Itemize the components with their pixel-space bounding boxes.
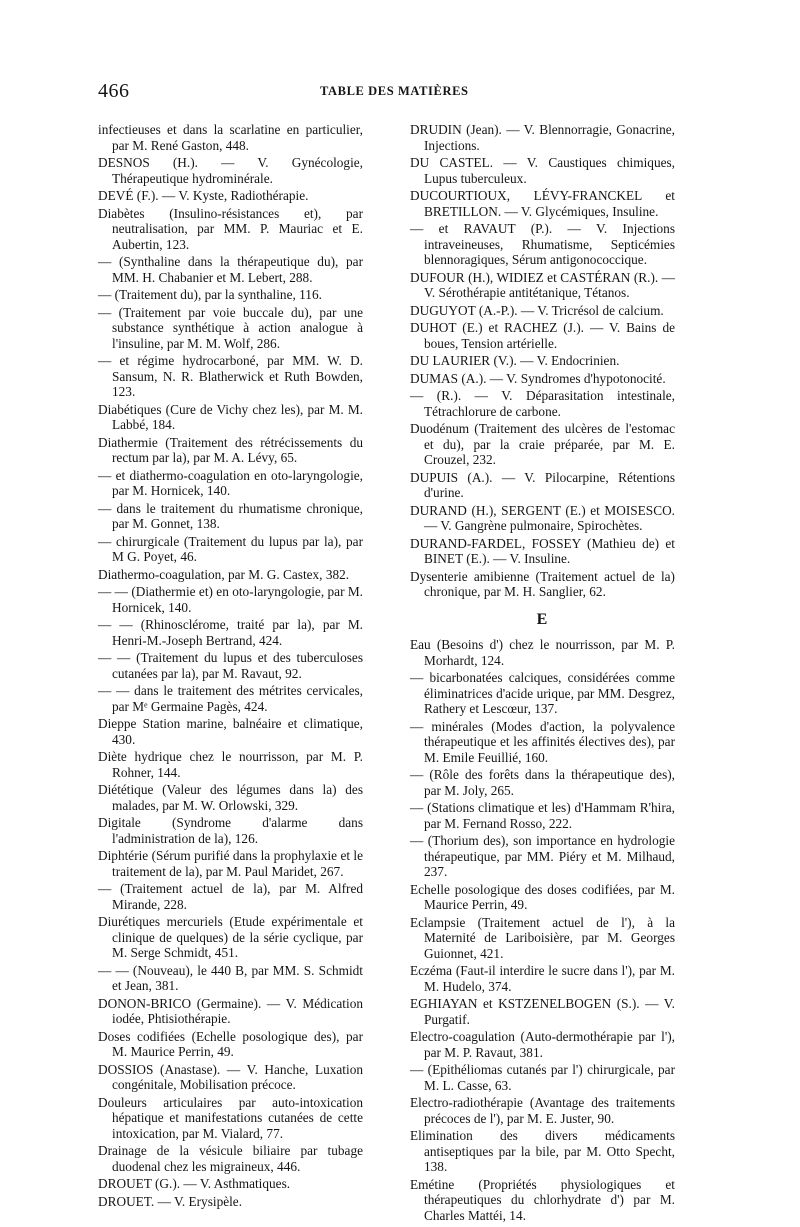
index-entry: Diabètes (Insulino-résistances et), par neutralisation, par MM. P. Mauriac et E. Aubertin, 123. [98, 205, 363, 252]
right-column-entries-e [410, 637, 675, 1223]
index-entry: — bicarbonatées calciques, considérées comme éliminatrices d'acide urique, par MM. Desgrez, Rathery et Lescœur, 137. [410, 670, 675, 716]
index-entry: — (Stations climatique et les) d'Hammam R'hira, par M. Fernand Rosso, 222. [410, 800, 675, 831]
index-entry: DRUDIN (Jean). — V. Blennorragie, Gonacrine, Injections. [410, 122, 675, 153]
index-entry: — minérales (Modes d'action, la polyvalence thérapeutique et les affinités électives des), par M. Emile Feuillié, 160. [410, 718, 675, 765]
index-entry: infectieuses et dans la scarlatine en particulier, par M. René Gaston, 448. [98, 122, 363, 153]
index-entry: DROUET (G.). — V. Asthmatiques. [98, 1176, 291, 1191]
index-entry: — (Synthaline dans la thérapeutique du), par MM. H. Chabanier et M. Lebert, 288. [98, 254, 363, 285]
index-entry: — — (Rhinosclérome, traité par la), par M. Henri-M.-Joseph Bertrand, 424. [98, 617, 363, 648]
index-entry: Eczéma (Faut-il interdire le sucre dans l'), par M. M. Hudelo, 374. [410, 963, 675, 994]
index-entry: DUFOUR (H.), WIDIEZ et CASTÉRAN (R.). — V. Sérothérapie antitétanique, Tétanos. [410, 269, 675, 300]
index-entry: Elimination des divers médicaments antiseptiques par la bile, par M. Otto Specht, 138. [410, 1128, 675, 1174]
index-entry: — dans le traitement du rhumatisme chronique, par M. Gonnet, 138. [98, 500, 363, 531]
index-entry: Diététique (Valeur des légumes dans la) des malades, par M. W. Orlowski, 329. [98, 782, 363, 813]
index-entry: DROUET. — V. Erysipèle. [98, 1193, 243, 1209]
index-entry: Eau (Besoins d') chez le nourrisson, par M. P. Morhardt, 124. [410, 637, 675, 668]
index-entry: DESNOS (H.). — V. Gynécologie, Thérapeutique hydrominérale. [98, 155, 363, 186]
index-entry: DUMAS (A.). — V. Syndromes d'hypotonocité. [410, 370, 666, 386]
index-entry: — et RAVAUT (P.). — V. Injections intraveineuses, Rhumatisme, Septicémies blennoragiques, Sérum antigonococcique. [410, 221, 675, 267]
index-entry: Diathermie (Traitement des rétrécissements du rectum par la), par M. A. Lévy, 65. [98, 434, 363, 465]
index-entry: — — (Nouveau), le 440 B, par MM. S. Schmidt et Jean, 381. [98, 962, 363, 993]
index-entry: Dieppe Station marine, balnéaire et climatique, 430. [98, 716, 363, 747]
index-entry: Diphtérie (Sérum purifié dans la prophylaxie et le traitement de la), par M. Paul Maridet, 267. [98, 848, 363, 879]
index-entry: DUHOT (E.) et RACHEZ (J.). — V. Bains de boues, Tension artérielle. [410, 320, 675, 351]
index-entry: Electro-coagulation (Auto-dermothérapie par l'), par M. P. Ravaut, 381. [410, 1029, 675, 1060]
index-entry: — et diathermo-coagulation en oto-laryngologie, par M. Hornicek, 140. [98, 467, 363, 498]
index-entry: Diurétiques mercuriels (Etude expérimentale et clinique de quelques) de la série cyclique, par M. Serge Schmidt, 451. [98, 914, 363, 960]
index-entry: DURAND (H.), SERGENT (E.) et MOISESCO. — V. Gangrène pulmonaire, Spirochètes. [410, 502, 675, 533]
index-entry: — — (Diathermie et) en oto-laryngologie, par M. Hornicek, 140. [98, 584, 363, 615]
right-column [410, 122, 675, 1225]
index-entry: Douleurs articulaires par auto-intoxication hépatique et manifestations cutanées de cette intoxication, par M. Vialard, 77. [98, 1094, 363, 1141]
index-entry: Dysenterie amibienne (Traitement actuel de la) chronique, par M. H. Sanglier, 62. [410, 568, 675, 599]
index-entry: — (R.). — V. Déparasitation intestinale, Tétrachlorure de carbone. [410, 388, 675, 419]
index-entry: DONON-BRICO (Germaine). — V. Médication iodée, Phtisiothérapie. [98, 995, 363, 1026]
index-entry: DEVÉ (F.). — V. Kyste, Radiothérapie. [98, 188, 309, 203]
index-entry: — chirurgicale (Traitement du lupus par la), par M G. Poyet, 46. [98, 533, 363, 564]
index-entry: Diabétiques (Cure de Vichy chez les), par M. M. Labbé, 184. [98, 401, 363, 432]
left-column [98, 122, 363, 1211]
index-entry: DURAND-FARDEL, FOSSEY (Mathieu de) et BINET (E.). — V. Insuline. [410, 535, 675, 566]
page-header [98, 80, 658, 102]
index-entry: — (Traitement du), par la synthaline, 116. [98, 287, 322, 302]
index-entry: Diète hydrique chez le nourrisson, par M. P. Rohner, 144. [98, 749, 363, 780]
index-entry: Diathermo-coagulation, par M. G. Castex, 382. [98, 566, 350, 582]
index-entry: — (Epithéliomas cutanés par l') chirurgicale, par M. L. Casse, 63. [410, 1062, 675, 1093]
index-entry: EGHIAYAN et KSTZENELBOGEN (S.). — V. Purgatif. [410, 996, 675, 1027]
index-entry: DUPUIS (A.). — V. Pilocarpine, Rétentions d'urine. [410, 469, 675, 500]
index-entry: DOSSIOS (Anastase). — V. Hanche, Luxation congénitale, Mobilisation précoce. [98, 1061, 363, 1092]
index-entry: Digitale (Syndrome d'alarme dans l'administration de la), 126. [98, 815, 363, 846]
section-letter-heading: E [536, 610, 549, 628]
index-entry: — et régime hydrocarboné, par MM. W. D. Sansum, N. R. Blatherwick et Ruth Bowden, 123. [98, 353, 363, 399]
index-entry: Doses codifiées (Echelle posologique des), par M. Maurice Perrin, 49. [98, 1028, 363, 1059]
index-entry: — (Traitement actuel de la), par M. Alfred Mirande, 228. [98, 881, 363, 912]
index-entry: — (Thorium des), son importance en hydrologie thérapeutique, par MM. Piéry et M. Milhaud, 237. [410, 833, 675, 879]
running-head: TABLE DES MATIÈRES [320, 84, 469, 98]
index-entry: DUGUYOT (A.-P.). — V. Tricrésol de calcium. [410, 302, 664, 318]
right-column-entries-d [410, 122, 675, 600]
page-number: 466 [98, 80, 130, 102]
index-entry: Electro-radiothérapie (Avantage des traitements précoces de l'), par M. E. Juster, 90. [410, 1095, 675, 1126]
index-entry: — — dans le traitement des métrites cervicales, par Mᵉ Germaine Pagès, 424. [98, 683, 363, 714]
index-entry: DU CASTEL. — V. Caustiques chimiques, Lupus tuberculeux. [410, 155, 675, 186]
index-entry: — (Traitement par voie buccale du), par une substance synthétique à action analogue à l'insuline, par M. M. Wolf, 286. [98, 304, 363, 351]
index-entry: — (Rôle des forêts dans la thérapeutique des), par M. Joly, 265. [410, 767, 675, 798]
index-entry: Eclampsie (Traitement actuel de l'), à la Maternité de Lariboisière, par M. Georges Guionnet, 421. [410, 914, 675, 961]
index-entry: DUCOURTIOUX, LÉVY-FRANCKEL et BRETILLON. — V. Glycémiques, Insuline. [410, 188, 675, 219]
index-entry: Duodénum (Traitement des ulcères de l'estomac et du), par la craie préparée, par M. E. Crouzel, 232. [410, 421, 675, 467]
index-entry: DU LAURIER (V.). — V. Endocrinien. [410, 353, 620, 368]
index-entry: Drainage de la vésicule biliaire par tubage duodenal chez les migraineux, 446. [98, 1143, 363, 1174]
index-entry: Echelle posologique des doses codifiées, par M. Maurice Perrin, 49. [410, 881, 675, 912]
index-entry: Emétine (Propriétés physiologiques et thérapeutiques du chlorhydrate d') par M. Charles Mattéi, 14. [410, 1176, 675, 1223]
index-entry: — — (Traitement du lupus et des tuberculoses cutanées par la), par M. Ravaut, 92. [98, 650, 363, 681]
